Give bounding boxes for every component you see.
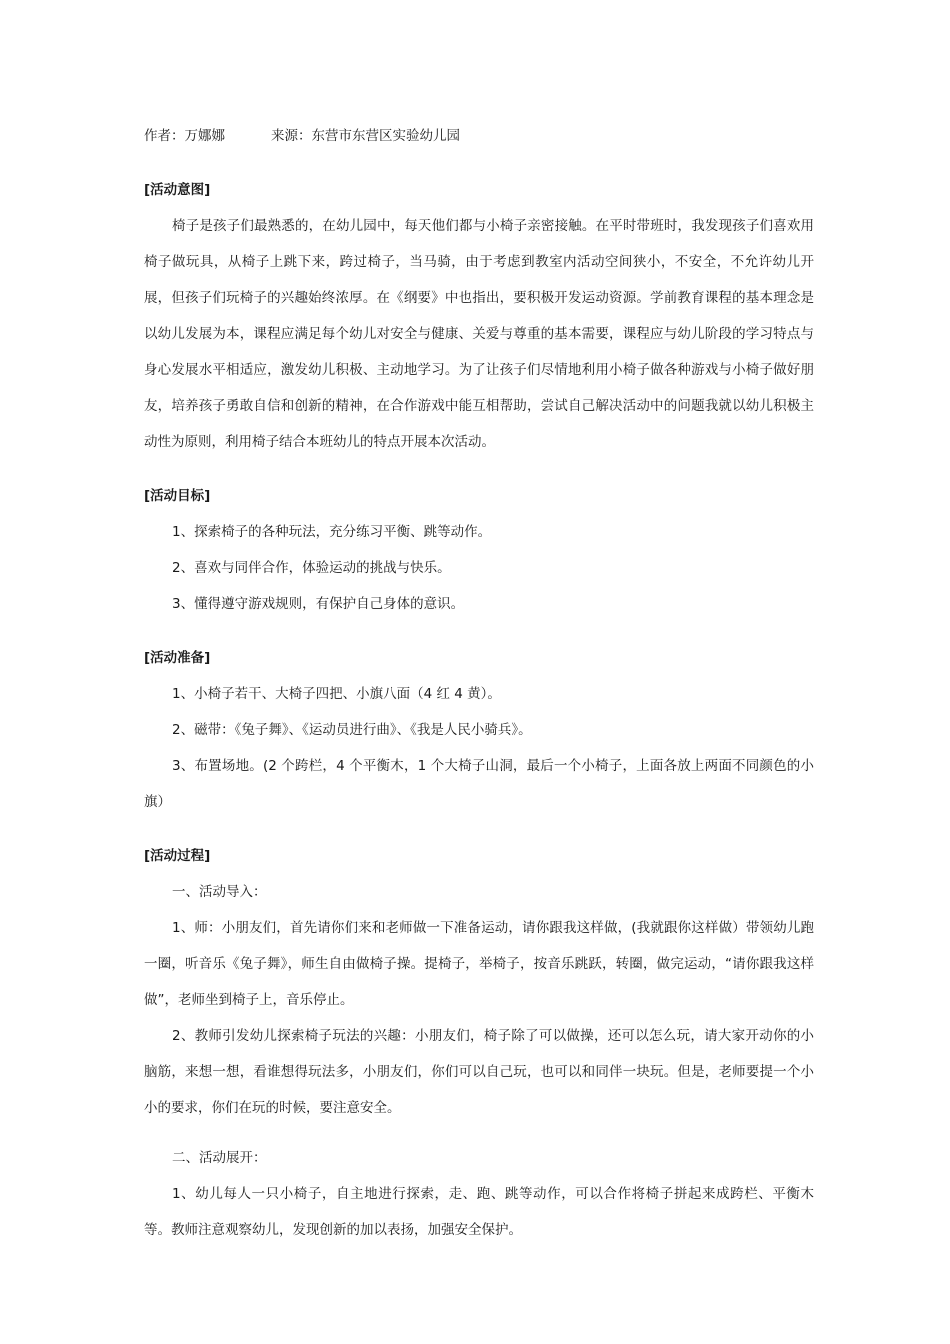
section-preparation bbox=[144, 640, 814, 820]
intent-paragraph: 椅子是孩子们最熟悉的，在幼儿园中，每天他们都与小椅子亲密接触。在平时带班时，我发现孩子们喜欢用椅子做玩具，从椅子上跳下来，跨过椅子，当马骑，由于考虑到教室内活动空间狭小，不安全，不允许幼儿开展，但孩子们玩椅子的兴趣始终浓厚。在《纲要》中也指出，要积极开发运动资源。学前教育课程的基本理念是以幼儿发展为本，课程应满足每个幼儿对安全与健康、关爱与尊重的基本需要，课程应与幼儿阶段的学习特点与身心发展水平相适应，激发幼儿积极、主动地学习。为了让孩子们尽情地利用小椅子做各种游戏与小椅子做好朋友，培养孩子勇敢自信和创新的精神，在合作游戏中能互相帮助，尝试自己解决活动中的问题我就以幼儿积极主动性为原则，利用椅子结合本班幼儿的特点开展本次活动。 bbox=[144, 218, 814, 450]
preparation-item: 2、磁带：《兔子舞》、《运动员进行曲》、《我是人民小骑兵》。 bbox=[172, 722, 532, 738]
goal-item: 3、懂得遵守游戏规则，有保护自己身体的意识。 bbox=[172, 596, 465, 612]
author: 作者：万娜娜 bbox=[144, 128, 225, 144]
goal-item: 1、探索椅子的各种玩法，充分练习平衡、跳等动作。 bbox=[172, 524, 492, 540]
goal-item: 2、喜欢与同伴合作，体验运动的挑战与快乐。 bbox=[172, 560, 451, 576]
section-title-goals: [活动目标] bbox=[144, 488, 211, 504]
process-part2-heading: 二、活动展开： bbox=[172, 1150, 267, 1166]
author-line bbox=[144, 118, 814, 154]
section-title-intent: [活动意图] bbox=[144, 182, 211, 198]
process-part1-heading: 一、活动导入： bbox=[172, 884, 267, 900]
source: 来源：东营市东营区实验幼儿园 bbox=[271, 128, 460, 144]
preparation-item: 3、布置场地。(2 个跨栏，4 个平衡木，1 个大椅子山洞，最后一个小椅子，上面各放上两面不同颜色的小旗） bbox=[144, 758, 814, 810]
document-page bbox=[144, 118, 814, 1248]
process-part1-item: 1、师：小朋友们，首先请你们来和老师做一下准备运动，请你跟我这样做，(我就跟你这样做）带领幼儿跑一圈，听音乐《兔子舞》，师生自由做椅子操。提椅子，举椅子，按音乐跳跃，转圈，做完运动，“请你跟我这样做”，老师坐到椅子上，音乐停止。 bbox=[144, 920, 814, 1008]
section-process bbox=[144, 838, 814, 1248]
section-title-process: [活动过程] bbox=[144, 848, 211, 864]
section-title-preparation: [活动准备] bbox=[144, 650, 211, 666]
preparation-item: 1、小椅子若干、大椅子四把、小旗八面（4 红 4 黄）。 bbox=[172, 686, 501, 702]
process-part2-item: 1、幼儿每人一只小椅子，自主地进行探索，走、跑、跳等动作，可以合作将椅子拼起来成跨栏、平衡木等。教师注意观察幼儿，发现创新的加以表扬，加强安全保护。 bbox=[144, 1186, 814, 1238]
section-goals bbox=[144, 478, 814, 622]
section-intent bbox=[144, 172, 814, 460]
process-part1-item: 2、教师引发幼儿探索椅子玩法的兴趣：小朋友们，椅子除了可以做操，还可以怎么玩，请大家开动你的小脑筋，来想一想，看谁想得玩法多，小朋友们，你们可以自己玩，也可以和同伴一块玩。但是，老师要提一个小小的要求，你们在玩的时候，要注意安全。 bbox=[144, 1028, 814, 1116]
